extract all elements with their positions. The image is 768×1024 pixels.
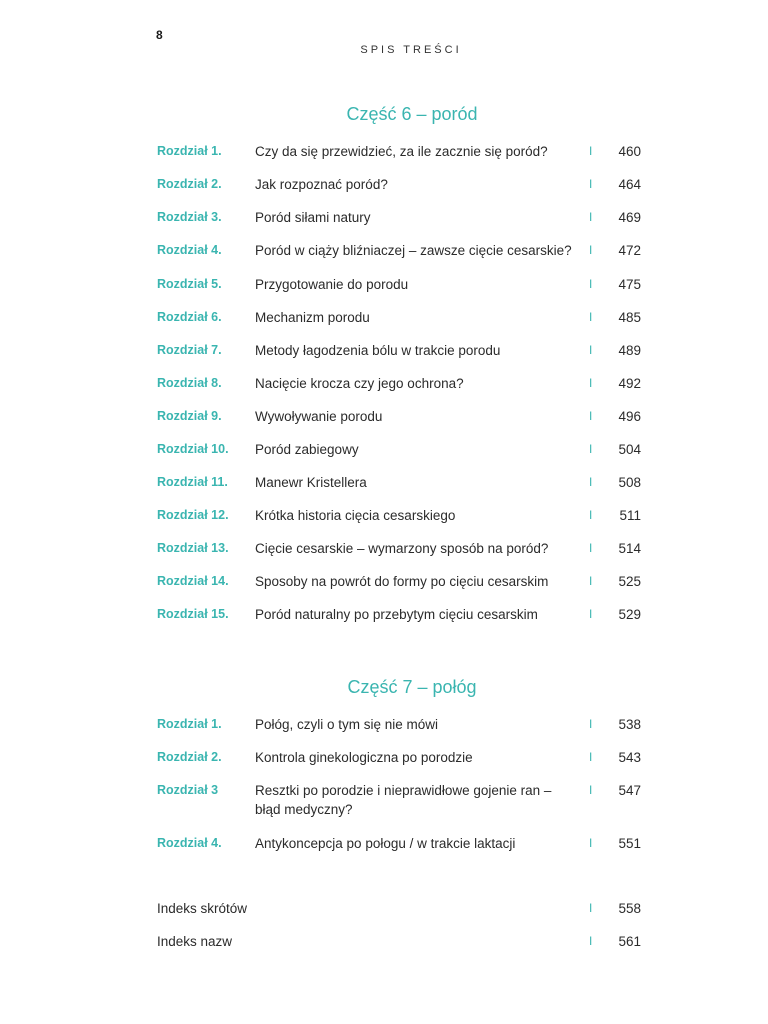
page-ref: 561: [618, 934, 641, 949]
separator-mark: I: [589, 574, 593, 588]
chapter-title: Poród siłami natury: [255, 210, 371, 225]
toc-entry: [157, 506, 641, 525]
chapter-label: Rozdział 6.: [157, 310, 222, 324]
toc-entry: [157, 142, 641, 161]
chapter-title: Resztki po porodzie i nieprawidłowe gojenie ran – błąd medyczny?: [255, 783, 552, 817]
chapter-label: Rozdział 2.: [157, 177, 222, 191]
chapter-label: Rozdział 5.: [157, 277, 222, 291]
toc-entry: [157, 572, 641, 591]
separator-mark: I: [589, 836, 593, 850]
chapter-label: Rozdział 8.: [157, 376, 222, 390]
page-ref: 469: [618, 210, 641, 225]
chapter-label: Rozdział 4.: [157, 836, 222, 850]
separator-mark: I: [589, 144, 593, 158]
toc-entry: [157, 605, 641, 624]
chapter-label: Rozdział 4.: [157, 243, 222, 257]
separator-mark: I: [589, 277, 593, 291]
page-ref: 492: [618, 376, 641, 391]
toc-entry: [157, 275, 641, 294]
toc-entry: [157, 374, 641, 393]
separator-mark: I: [589, 177, 593, 191]
separator-mark: I: [589, 783, 593, 797]
toc-entry: [157, 748, 641, 767]
chapter-title: Wywoływanie porodu: [255, 409, 383, 424]
chapter-title: Sposoby na powrót do formy po cięciu cesarskim: [255, 574, 549, 589]
page-number: 8: [156, 28, 163, 42]
index-entry: [157, 932, 641, 951]
chapter-label: Rozdział 7.: [157, 343, 222, 357]
index-title: Indeks nazw: [157, 934, 233, 949]
page-ref: 485: [618, 310, 641, 325]
toc-entry: [157, 341, 641, 360]
toc-entry: [157, 781, 641, 819]
chapter-label: Rozdział 2.: [157, 750, 222, 764]
separator-mark: I: [589, 717, 593, 731]
part-6-chapter-list: [157, 142, 641, 624]
page-ref: 538: [618, 717, 641, 732]
chapter-label: Rozdział 10.: [157, 442, 229, 456]
chapter-title: Mechanizm porodu: [255, 310, 370, 325]
separator-mark: I: [589, 409, 593, 423]
separator-mark: I: [589, 442, 593, 456]
chapter-title: Cięcie cesarskie – wymarzony sposób na poród?: [255, 541, 549, 556]
separator-mark: I: [589, 310, 593, 324]
chapter-title: Poród zabiegowy: [255, 442, 359, 457]
page-ref: 508: [618, 475, 641, 490]
index-entry: [157, 899, 641, 918]
chapter-label: Rozdział 13.: [157, 541, 229, 555]
page-ref: 504: [618, 442, 641, 457]
chapter-label: Rozdział 1.: [157, 717, 222, 731]
toc-entry: [157, 834, 641, 853]
toc-entry: [157, 539, 641, 558]
chapter-label: Rozdział 3.: [157, 210, 222, 224]
separator-mark: I: [589, 607, 593, 621]
separator-mark: I: [589, 901, 593, 915]
toc-entry: [157, 473, 641, 492]
part-7-title: Część 7 – połóg: [347, 677, 477, 697]
page-ref: 547: [618, 783, 641, 798]
page-ref: 514: [618, 541, 641, 556]
page-ref: 558: [618, 901, 641, 916]
chapter-title: Antykoncepcja po połogu / w trakcie laktacji: [255, 836, 516, 851]
chapter-title: Połóg, czyli o tym się nie mówi: [255, 717, 439, 732]
separator-mark: I: [589, 210, 593, 224]
part-7-chapter-list: [157, 715, 641, 853]
separator-mark: I: [589, 243, 593, 257]
chapter-title: Jak rozpoznać poród?: [255, 177, 388, 192]
toc-entry: [157, 241, 641, 260]
page-ref: 472: [618, 243, 641, 258]
page-ref: 496: [618, 409, 641, 424]
chapter-title: Metody łagodzenia bólu w trakcie porodu: [255, 343, 501, 358]
page-ref: 529: [618, 607, 641, 622]
chapter-title: Nacięcie krocza czy jego ochrona?: [255, 376, 464, 391]
toc-entry: [157, 715, 641, 734]
toc-entry: [157, 308, 641, 327]
index-list: [157, 899, 641, 951]
separator-mark: I: [589, 475, 593, 489]
index-title: Indeks skrótów: [157, 901, 248, 916]
chapter-label: Rozdział 14.: [157, 574, 229, 588]
separator-mark: I: [589, 934, 593, 948]
page-ref: 551: [618, 836, 641, 851]
separator-mark: I: [589, 376, 593, 390]
separator-mark: I: [589, 508, 593, 522]
chapter-label: Rozdział 9.: [157, 409, 222, 423]
running-head: SPIS TREŚCI: [360, 44, 462, 56]
part-6-title: Część 6 – poród: [346, 104, 478, 124]
page-ref: 543: [618, 750, 641, 765]
page-ref: 464: [618, 177, 641, 192]
toc-entry: [157, 175, 641, 194]
chapter-label: Rozdział 11.: [157, 475, 228, 489]
chapter-title: Krótka historia cięcia cesarskiego: [255, 508, 456, 523]
toc-entry: [157, 440, 641, 459]
chapter-label: Rozdział 15.: [157, 607, 229, 621]
separator-mark: I: [589, 750, 593, 764]
page-ref: 475: [618, 277, 641, 292]
toc-entry: [157, 407, 641, 426]
chapter-title: Kontrola ginekologiczna po porodzie: [255, 750, 473, 765]
chapter-title: Przygotowanie do porodu: [255, 277, 409, 292]
separator-mark: I: [589, 541, 593, 555]
chapter-label: Rozdział 12.: [157, 508, 229, 522]
chapter-title: Poród naturalny po przebytym cięciu cesarskim: [255, 607, 538, 622]
page-ref: 511: [619, 508, 641, 523]
chapter-label: Rozdział 1.: [157, 144, 222, 158]
chapter-title: Poród w ciąży bliźniaczej – zawsze cięcie cesarskie?: [255, 243, 572, 258]
page-ref: 489: [618, 343, 641, 358]
toc-entry: [157, 208, 641, 227]
page-ref: 525: [618, 574, 641, 589]
page-ref: 460: [618, 144, 641, 159]
separator-mark: I: [589, 343, 593, 357]
chapter-title: Manewr Kristellera: [255, 475, 367, 490]
chapter-title: Czy da się przewidzieć, za ile zacznie się poród?: [255, 144, 548, 159]
chapter-label: Rozdział 3: [157, 783, 219, 797]
